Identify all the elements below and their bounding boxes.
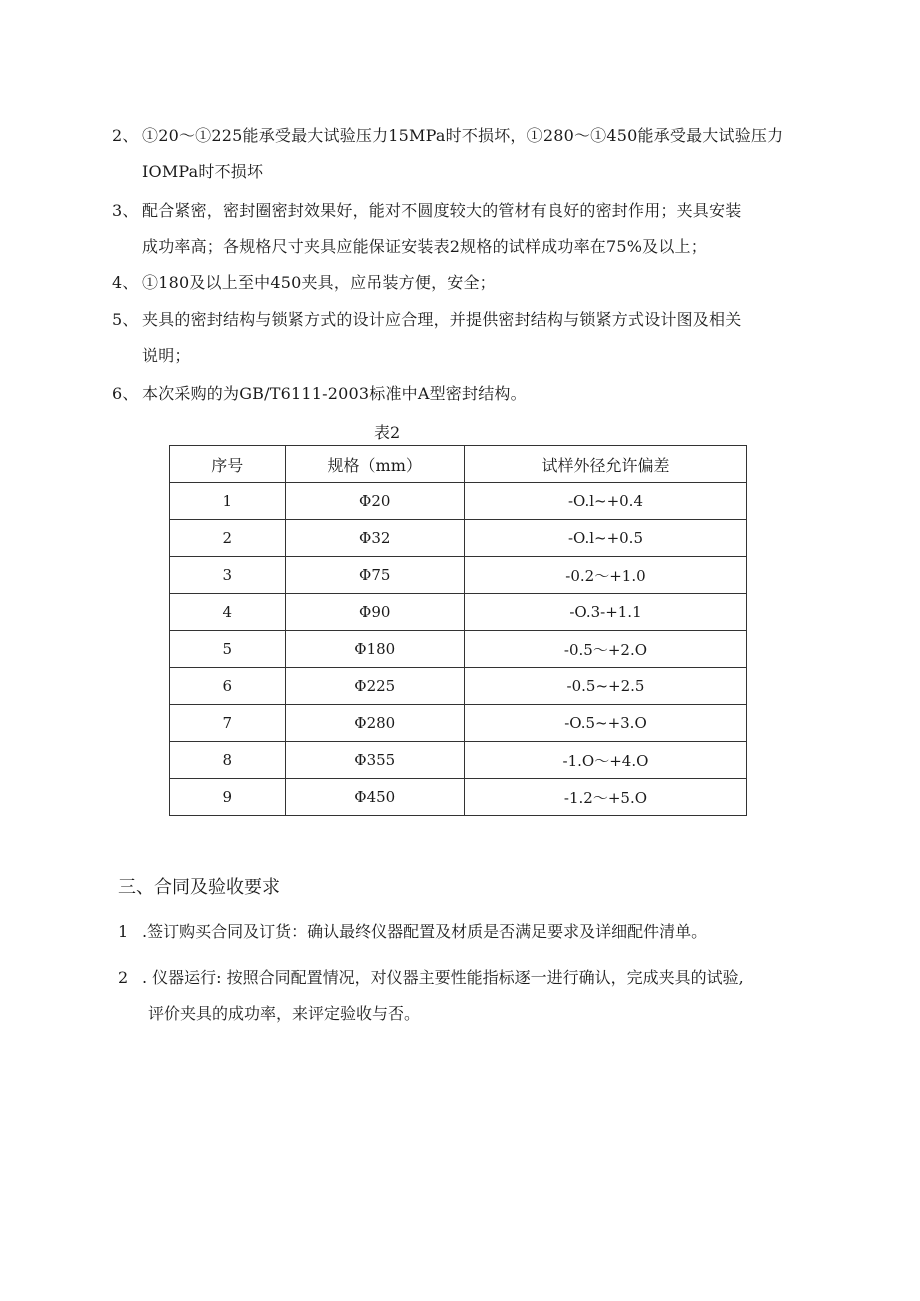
item-text: . 仪器运行: 按照合同配置情况，对仪器主要性能指标逐一进行确认，完成夹具的试验, xyxy=(142,968,744,987)
requirement-item-4 xyxy=(112,265,832,301)
cell-serial: 4 xyxy=(170,594,286,631)
cell-serial: 1 xyxy=(170,483,286,520)
cell-serial: 6 xyxy=(170,668,286,705)
item-text: ①180及以上至中450夹具，应吊装方便，安全； xyxy=(142,273,496,292)
cell-tolerance: -0.5～+2.O xyxy=(464,631,746,668)
item-number: 2 xyxy=(118,968,129,987)
item-text-continued: 评价夹具的成功率，来评定验收与否。 xyxy=(148,1004,421,1023)
item-number: 6、 xyxy=(112,384,139,403)
section-heading: 三、合同及验收要求 xyxy=(118,877,280,898)
table-row xyxy=(170,557,747,594)
specification-table xyxy=(169,445,747,816)
item-text: 夹具的密封结构与锁紧方式的设计应合理，并提供密封结构与锁紧方式设计图及相关 xyxy=(142,310,742,329)
item-text: 本次采购的为GB/T6111-2003标准中A型密封结构。 xyxy=(142,384,527,403)
cell-spec: Φ450 xyxy=(285,779,464,816)
table-row xyxy=(170,483,747,520)
acceptance-item-2 xyxy=(118,960,838,1032)
cell-spec: Φ355 xyxy=(285,742,464,779)
item-text: ①20～①225能承受最大试验压力15MPa时不损坏，①280～①450能承受最大试验压力 xyxy=(142,126,784,145)
item-text-continued: 说明； xyxy=(142,346,191,365)
requirement-item-2 xyxy=(112,118,832,190)
cell-serial: 8 xyxy=(170,742,286,779)
item-text: .签订购买合同及订货：确认最终仪器配置及材质是否满足要求及详细配件清单。 xyxy=(142,922,708,941)
requirement-item-5 xyxy=(112,302,832,374)
cell-serial: 5 xyxy=(170,631,286,668)
table-row xyxy=(170,779,747,816)
cell-serial: 9 xyxy=(170,779,286,816)
item-number: 2、 xyxy=(112,126,139,145)
cell-tolerance: -O.l~+0.4 xyxy=(464,483,746,520)
table-row xyxy=(170,705,747,742)
item-number: 1 xyxy=(118,922,129,941)
cell-tolerance: -1.O～+4.O xyxy=(464,742,746,779)
header-specification: 规格（mm） xyxy=(285,446,464,483)
item-text: 配合紧密，密封圈密封效果好，能对不圆度较大的管材有良好的密封作用；夹具安装 xyxy=(142,201,742,220)
requirement-item-3 xyxy=(112,193,832,265)
table-caption: 表2 xyxy=(374,423,401,442)
cell-tolerance: -O.5~+3.O xyxy=(464,705,746,742)
table-row xyxy=(170,742,747,779)
item-text-continued: 成功率高；各规格尺寸夹具应能保证安装表2规格的试样成功率在75%及以上； xyxy=(142,237,707,256)
cell-tolerance: -0.5~+2.5 xyxy=(464,668,746,705)
requirement-item-6 xyxy=(112,376,832,412)
header-serial-number: 序号 xyxy=(170,446,286,483)
cell-spec: Φ75 xyxy=(285,557,464,594)
cell-spec: Φ20 xyxy=(285,483,464,520)
table-row xyxy=(170,520,747,557)
cell-spec: Φ90 xyxy=(285,594,464,631)
cell-tolerance: -O.l~+0.5 xyxy=(464,520,746,557)
table-row xyxy=(170,594,747,631)
cell-spec: Φ280 xyxy=(285,705,464,742)
table-row xyxy=(170,668,747,705)
cell-serial: 7 xyxy=(170,705,286,742)
item-number: 4、 xyxy=(112,273,139,292)
cell-spec: Φ32 xyxy=(285,520,464,557)
cell-tolerance: -0.2～+1.0 xyxy=(464,557,746,594)
item-text-continued: IOMPa时不损坏 xyxy=(142,162,264,181)
acceptance-item-1 xyxy=(118,914,838,950)
cell-serial: 3 xyxy=(170,557,286,594)
cell-tolerance: -1.2～+5.O xyxy=(464,779,746,816)
table-row xyxy=(170,631,747,668)
cell-spec: Φ180 xyxy=(285,631,464,668)
cell-tolerance: -O.3-+1.1 xyxy=(464,594,746,631)
header-tolerance: 试样外径允许偏差 xyxy=(464,446,746,483)
cell-serial: 2 xyxy=(170,520,286,557)
table-header-row xyxy=(170,446,747,483)
item-number: 3、 xyxy=(112,201,139,220)
cell-spec: Φ225 xyxy=(285,668,464,705)
item-number: 5、 xyxy=(112,310,139,329)
